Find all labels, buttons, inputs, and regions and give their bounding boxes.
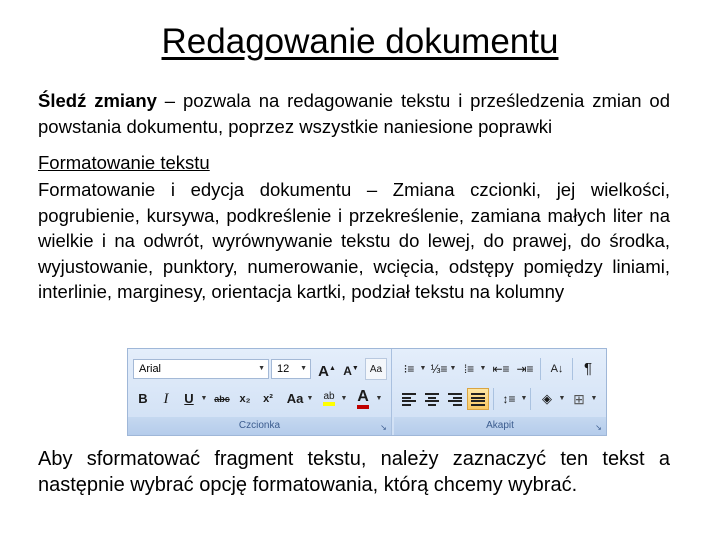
change-case-button[interactable] — [284, 388, 306, 410]
numbering-icon: ⅓≡ — [430, 362, 448, 376]
grow-font-icon: A — [318, 363, 329, 380]
multilevel-list-icon: ⁞≡ — [463, 362, 475, 376]
underline-button[interactable] — [178, 388, 200, 410]
shading-button[interactable] — [536, 388, 558, 410]
dialog-launcher-icon[interactable]: ↘ — [380, 423, 387, 432]
dialog-launcher-icon[interactable]: ↘ — [595, 423, 602, 432]
paragraph-instruction: Aby sformatować fragment tekstu, należy zaznaczyć ten tekst a następnie wybrać opcję formatowania, którą chcemy wybrać. — [38, 448, 670, 496]
change-case-icon: Aa — [286, 391, 304, 406]
shrink-font-button[interactable]: A▼ — [343, 364, 359, 378]
paragraph-group — [394, 349, 606, 435]
chevron-down-icon[interactable]: ▼ — [375, 395, 383, 402]
subscript-icon: x₂ — [239, 393, 251, 405]
borders-button[interactable] — [568, 388, 590, 410]
chevron-down-icon[interactable]: ▼ — [258, 365, 265, 372]
clear-formatting-icon: Aa — [369, 364, 383, 375]
align-left-button[interactable] — [398, 388, 420, 410]
chevron-down-icon[interactable]: ▼ — [200, 395, 208, 402]
superscript-icon: x² — [263, 393, 273, 405]
paint-bucket-icon: ◈ — [542, 391, 552, 406]
line-spacing-icon: ↕≡ — [502, 392, 516, 406]
chevron-down-icon[interactable]: ▼ — [558, 395, 566, 402]
strikethrough-button[interactable] — [211, 388, 233, 410]
align-left-icon — [402, 393, 416, 405]
chevron-down-icon[interactable]: ▼ — [419, 365, 427, 372]
paragraph-track-changes — [38, 88, 670, 139]
underline-icon: U — [184, 391, 194, 406]
separator — [493, 388, 494, 410]
border-grid-icon: ⊞ — [573, 391, 585, 407]
font-name-combo[interactable] — [133, 359, 269, 379]
highlight-icon: ab — [323, 391, 334, 406]
slide-title: Redagowanie dokumentu — [161, 22, 559, 61]
increase-indent-button[interactable] — [514, 358, 536, 380]
italic-icon: I — [163, 391, 169, 407]
separator — [572, 358, 573, 380]
justify-icon — [471, 393, 485, 405]
paragraph-group-label: Akapit — [394, 417, 606, 435]
separator — [530, 388, 531, 410]
chevron-down-icon[interactable]: ▼ — [449, 365, 457, 372]
clear-formatting-button[interactable] — [365, 358, 387, 380]
font-color-button[interactable] — [352, 386, 374, 408]
chevron-down-icon[interactable]: ▼ — [300, 365, 307, 372]
strikethrough-icon: abc — [214, 394, 230, 404]
track-changes-term: Śledź zmiany — [38, 90, 157, 111]
bold-icon: B — [138, 391, 148, 406]
multilevel-list-button[interactable] — [458, 358, 480, 380]
bold-button[interactable] — [132, 388, 154, 410]
align-right-icon — [448, 393, 462, 405]
paragraph-formatting-description: Formatowanie i edycja dokumentu – Zmiana czcionki, jej wielkości, pogrubienie, kursywa, podkreślenie i przekreślenie, zamiana małych liter na wielkie i na odwrót, wyrównywanie tekstu do lewej, do prawej, do środka, wyjustowanie, punktory, numerowanie, wcięcia, odstępy pomiędzy liniami, interlinie, marginesy, orientacja kartki, podział tekstu na kolumny — [38, 179, 670, 302]
chevron-down-icon[interactable]: ▼ — [590, 395, 598, 402]
chevron-down-icon[interactable]: ▼ — [340, 395, 348, 402]
decrease-indent-icon: ⇤≡ — [492, 362, 510, 376]
chevron-down-icon[interactable]: ▼ — [479, 365, 487, 372]
justify-button[interactable] — [467, 388, 489, 410]
track-changes-description: – pozwala na redagowanie tekstu i prześledzenia zmian od powstania dokumentu, poprzez wszystkie naniesione poprawki — [38, 90, 670, 137]
ribbon-image — [127, 348, 607, 436]
separator — [540, 358, 541, 380]
pilcrow-icon: ¶ — [583, 360, 593, 377]
font-color-icon: A — [357, 388, 369, 409]
align-center-button[interactable] — [421, 388, 443, 410]
align-right-button[interactable] — [444, 388, 466, 410]
decrease-indent-button[interactable] — [490, 358, 512, 380]
grow-font-button[interactable]: A▲ — [318, 363, 336, 380]
font-name-value: Arial — [139, 363, 162, 375]
chevron-down-icon[interactable]: ▼ — [306, 395, 314, 402]
font-group-label: Czcionka — [128, 417, 391, 435]
font-group — [128, 349, 392, 435]
subscript-button[interactable] — [234, 388, 256, 410]
font-size-combo[interactable] — [271, 359, 311, 379]
show-formatting-marks-button[interactable] — [577, 358, 599, 380]
highlight-button[interactable] — [318, 386, 340, 408]
numbering-button[interactable] — [428, 358, 450, 380]
superscript-button[interactable] — [257, 388, 279, 410]
align-center-icon — [425, 393, 439, 405]
bullets-icon: ⁝≡ — [403, 362, 415, 376]
shrink-font-icon: A — [343, 364, 352, 378]
italic-button[interactable] — [155, 388, 177, 410]
bullets-button[interactable] — [398, 358, 420, 380]
chevron-down-icon[interactable]: ▼ — [520, 395, 528, 402]
sort-button[interactable] — [546, 358, 568, 380]
line-spacing-button[interactable] — [498, 388, 520, 410]
font-size-value: 12 — [277, 363, 290, 375]
section-heading-formatting: Formatowanie tekstu — [38, 152, 210, 173]
sort-icon: A↓ — [550, 363, 564, 375]
increase-indent-icon: ⇥≡ — [516, 362, 534, 376]
